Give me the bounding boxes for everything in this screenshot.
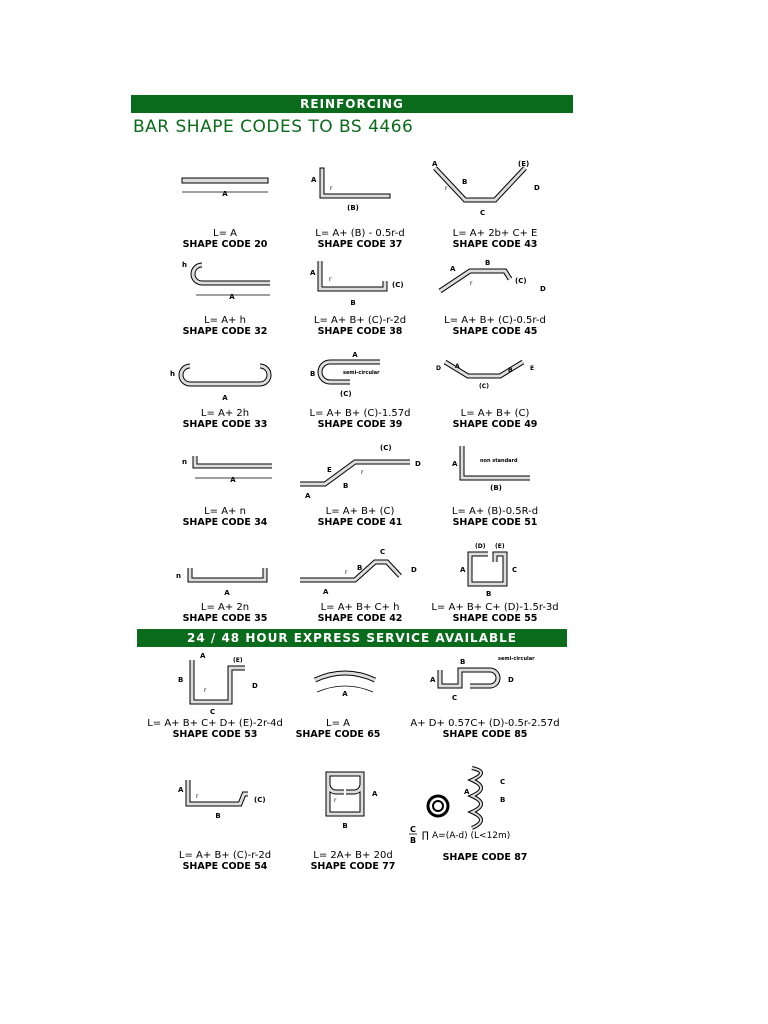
shape-45-diagram — [410, 253, 580, 315]
dim-label: B — [357, 564, 363, 572]
dim-label: r — [361, 469, 364, 476]
dim-label: B — [486, 590, 492, 598]
dim-label: B — [508, 367, 513, 374]
dim-label: A — [450, 265, 456, 273]
shape-formula: L= A+ B+ (C) — [325, 506, 395, 517]
shape-formula: L= A+ (B) - 0.5r-d — [315, 228, 405, 239]
shape-formula: L= A+ (B)-0.5R-d — [451, 506, 539, 517]
shape-code: SHAPE CODE 39 — [317, 419, 403, 430]
shape-formula: L= A+ B+ (C)-r-2d — [178, 850, 272, 861]
shape-formula: L= A+ 2h — [200, 408, 250, 419]
shape-code: SHAPE CODE 41 — [317, 517, 403, 528]
shape-code: SHAPE CODE 49 — [452, 419, 538, 430]
shape-code: SHAPE CODE 45 — [452, 326, 538, 337]
shape-51-diagram — [410, 440, 580, 506]
dim-label: semi-circular — [498, 656, 535, 662]
dim-label: r — [345, 569, 348, 576]
dim-label: A — [432, 160, 438, 168]
dim-label: (E) — [233, 657, 243, 664]
dim-label: B — [343, 482, 349, 490]
shape-code: SHAPE CODE 65 — [295, 729, 381, 740]
dim-label: (C) — [380, 444, 392, 452]
shape-code: SHAPE CODE 33 — [182, 419, 268, 430]
dim-label: B — [485, 259, 491, 267]
fraction-top: C — [410, 825, 416, 834]
dim-label: A — [464, 788, 470, 796]
dim-label: r — [329, 276, 332, 283]
dim-label: r — [330, 185, 333, 192]
shape-code: SHAPE CODE 54 — [182, 861, 268, 872]
dim-label: non standard — [480, 458, 518, 464]
dim-label: B — [460, 658, 466, 666]
shape-49-diagram — [410, 348, 580, 408]
shape-formula: L= A+ B+ (C)-0.5r-d — [444, 315, 546, 326]
dim-label: B — [310, 370, 316, 378]
dim-label: A — [229, 293, 235, 301]
dim-label: r — [445, 185, 448, 192]
dim-label: n — [182, 458, 187, 466]
pi-icon: ∏ — [422, 831, 429, 841]
shape-formula: A+ D+ 0.57C+ (D)-0.5r-2.57d — [410, 718, 560, 729]
shape-card-43 — [410, 160, 580, 251]
dim-label: B — [350, 299, 356, 307]
dim-label: D — [508, 676, 514, 684]
shape-formula: L= A+ 2b+ C+ E — [452, 228, 538, 239]
dim-label: A — [342, 690, 348, 698]
dim-label: E — [327, 466, 332, 474]
shape-code: SHAPE CODE 55 — [452, 613, 538, 624]
dim-label: A — [230, 476, 236, 484]
reinforcing-banner: REINFORCING — [131, 95, 573, 113]
shape-card-85 — [400, 652, 570, 741]
shape-formula: L= A+ B+ (C) — [460, 408, 530, 419]
shape-code: SHAPE CODE 43 — [452, 239, 538, 250]
shape-formula: L= A+ h — [204, 315, 246, 326]
dim-label: A — [460, 566, 466, 574]
shape-formula: L= A+ B+ C+ h — [320, 602, 400, 613]
shape-87-note: A=(A-d) (L<12m) — [432, 831, 511, 841]
dim-label: (E) — [495, 543, 505, 550]
dim-label: B — [462, 178, 468, 186]
shape-code: SHAPE CODE 20 — [182, 239, 268, 250]
dim-label: A — [310, 269, 316, 277]
dim-label: C — [512, 566, 518, 574]
dim-label: D — [436, 365, 441, 372]
shape-87-diagram — [400, 762, 570, 852]
dim-label: r — [204, 687, 207, 694]
dim-label: h — [170, 370, 175, 378]
dim-label: E — [530, 365, 535, 372]
shape-code: SHAPE CODE 35 — [182, 613, 268, 624]
shape-card-45 — [410, 253, 580, 338]
shape-code: SHAPE CODE 32 — [182, 326, 268, 337]
shape-code: SHAPE CODE 87 — [442, 852, 528, 863]
dim-label: C — [452, 694, 458, 702]
dim-label: (B) — [490, 484, 502, 492]
dim-label: D — [252, 682, 258, 690]
dim-label: r — [196, 793, 199, 800]
dim-label: A — [452, 460, 458, 468]
dim-label: C — [210, 708, 216, 716]
dim-label: A — [323, 588, 329, 596]
shape-formula: L= A+ B+ C+ D+ (E)-2r-4d — [147, 718, 283, 729]
dim-label: A — [222, 394, 228, 402]
dim-label: D — [411, 566, 417, 574]
dim-label: B — [178, 676, 184, 684]
dim-label: A — [224, 589, 230, 597]
dim-label: (C) — [479, 383, 489, 390]
express-service-banner: 24 / 48 HOUR EXPRESS SERVICE AVAILABLE — [137, 629, 567, 647]
dim-label: A — [178, 786, 184, 794]
dim-label: (C) — [254, 796, 266, 804]
shape-formula: L= A — [213, 228, 237, 239]
shape-code: SHAPE CODE 38 — [317, 326, 403, 337]
dim-label: C — [500, 778, 506, 786]
shape-card-55 — [410, 540, 580, 625]
dim-label: semi-circular — [343, 370, 380, 376]
dim-label: C — [480, 209, 486, 217]
dim-label: (D) — [475, 543, 486, 550]
shape-code: SHAPE CODE 53 — [172, 729, 258, 740]
dim-label: (C) — [392, 281, 404, 289]
dim-label: C — [380, 548, 386, 556]
dim-label: D — [534, 184, 540, 192]
page-title: BAR SHAPE CODES TO BS 4466 — [133, 117, 414, 137]
dim-label: A — [200, 652, 206, 660]
fraction-bottom: B — [410, 836, 417, 845]
dim-label: A — [455, 363, 460, 370]
dim-label: A — [305, 492, 311, 500]
shape-code: SHAPE CODE 42 — [317, 613, 403, 624]
dim-label: (C) — [340, 390, 352, 398]
shape-formula: L= A+ B+ C+ (D)-1.5r-3d — [431, 602, 559, 613]
dim-label: D — [415, 460, 421, 468]
shape-formula: L= A+ B+ (C)-r-2d — [313, 315, 407, 326]
dim-label: B — [342, 822, 348, 830]
dim-label: (B) — [347, 204, 359, 212]
shape-43-diagram — [410, 160, 580, 228]
shape-code: SHAPE CODE 34 — [182, 517, 268, 528]
shape-55-diagram — [410, 540, 580, 602]
shape-code: SHAPE CODE 37 — [317, 239, 403, 250]
dim-label: r — [334, 797, 337, 804]
dim-label: D — [540, 285, 546, 293]
dim-label: h — [182, 261, 187, 269]
dim-label: A — [372, 790, 378, 798]
shape-formula: L= 2A+ B+ 20d — [313, 850, 393, 861]
dim-label: A — [430, 676, 436, 684]
shape-card-49 — [410, 348, 580, 431]
shape-formula: L= A+ 2n — [200, 602, 250, 613]
dim-label: A — [311, 176, 317, 184]
dim-label: n — [176, 572, 181, 580]
shape-code: SHAPE CODE 51 — [452, 517, 538, 528]
shape-formula: L= A — [326, 718, 350, 729]
dim-label: (C) — [515, 277, 527, 285]
shape-code: SHAPE CODE 77 — [310, 861, 396, 872]
shape-card-87 — [400, 762, 570, 864]
dim-label: B — [500, 796, 506, 804]
shape-formula: L= A+ B+ (C)-1.57d — [309, 408, 411, 419]
dim-label: r — [470, 280, 473, 287]
shape-65-diagram — [253, 652, 423, 718]
shape-code: SHAPE CODE 85 — [442, 729, 528, 740]
dim-label: A — [352, 351, 358, 359]
dim-label: (E) — [518, 160, 530, 168]
shape-card-51 — [410, 440, 580, 529]
shape-85-diagram — [400, 652, 570, 718]
shape-formula: L= A+ n — [204, 506, 246, 517]
dim-label: A — [222, 190, 228, 198]
dim-label: B — [215, 812, 221, 820]
shape-card-65 — [253, 652, 423, 741]
